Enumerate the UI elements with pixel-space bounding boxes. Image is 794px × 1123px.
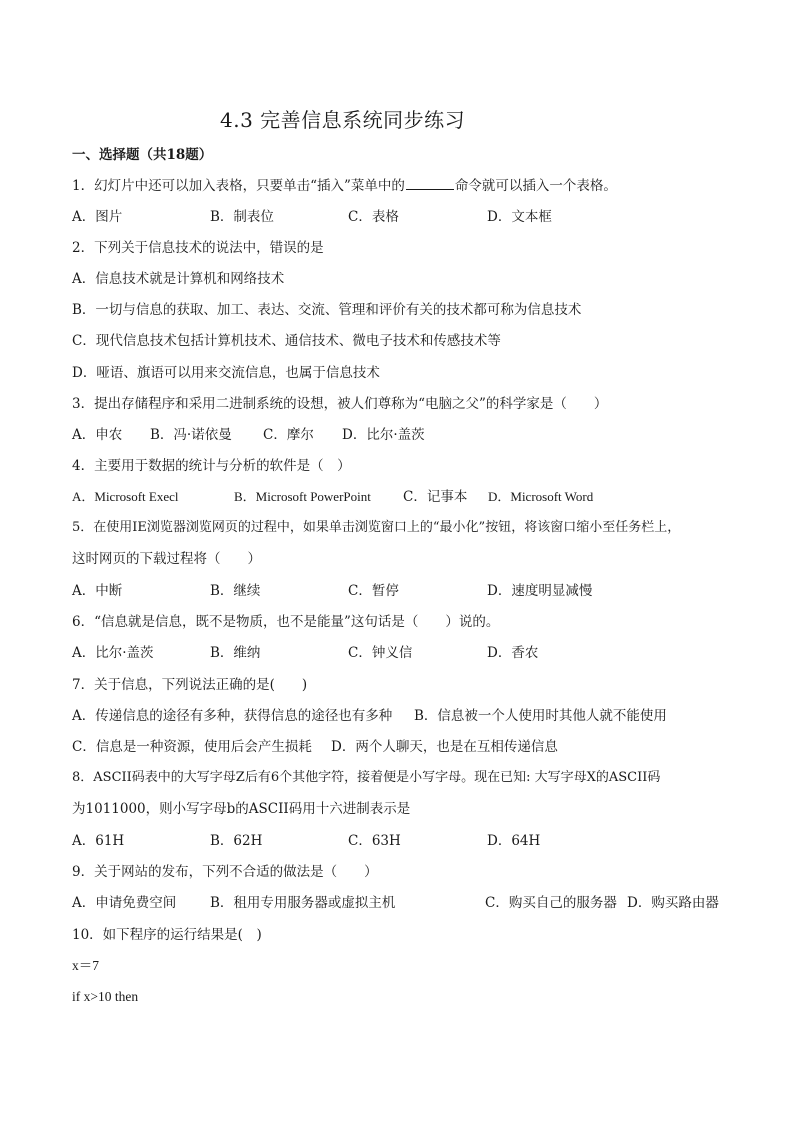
question-9-option-a: A．申请免费空间 <box>72 895 177 911</box>
question-7-option-a: A．传递信息的途径有多种，获得信息的途径也有多种 <box>72 708 393 724</box>
question-1-option-b: B．制表位 <box>210 209 274 225</box>
question-5-option-d: D．速度明显减慢 <box>487 583 593 599</box>
question-6-stem: 6．“信息就是信息，既不是物质，也不是能量”这句话是（ ）说的。 <box>72 614 500 630</box>
question-4-stem: 4．主要用于数据的统计与分析的软件是（ ） <box>72 458 351 474</box>
question-2-stem: 2．下列关于信息技术的说法中，错误的是 <box>72 240 324 256</box>
question-5-option-a: A．中断 <box>72 583 123 599</box>
question-3-stem: 3．提出存储程序和采用二进制系统的设想，被人们尊称为“电脑之父”的科学家是（ ） <box>72 396 608 412</box>
question-1-stem-part-b: 命令就可以插入一个表格。 <box>454 178 617 194</box>
question-9-stem: 9．关于网站的发布，下列不合适的做法是（ ） <box>72 864 378 880</box>
question-5-option-b: B．继续 <box>210 583 261 599</box>
answer-blank <box>406 177 454 190</box>
code-line-2: if x>10 then <box>72 989 139 1004</box>
question-7-stem: 7．关于信息，下列说法正确的是( ) <box>72 677 308 693</box>
question-1-stem-part-a: 1．幻灯片中还可以加入表格，只要单击“插入”菜单中的 <box>72 178 405 194</box>
question-4-option-b: B．Microsoft PowerPoint <box>234 489 371 504</box>
question-3-option-b: B．冯·诺依曼 <box>150 427 232 443</box>
question-8-option-a: A．61H <box>72 833 125 849</box>
question-4-option-a: A．Microsoft Execl <box>72 489 179 504</box>
question-2-option-c: C．现代信息技术包括计算机技术、通信技术、微电子技术和传感技术等 <box>72 333 501 349</box>
question-1-option-d: D．文本框 <box>487 209 552 225</box>
question-7-option-d: D．两个人聊天，也是在互相传递信息 <box>331 739 558 755</box>
question-6-option-d: D．香农 <box>487 645 539 661</box>
question-3-option-d: D．比尔·盖茨 <box>342 427 425 443</box>
question-4-option-d: D．Microsoft Word <box>488 489 594 504</box>
question-2-option-d: D．哑语、旗语可以用来交流信息，也属于信息技术 <box>72 365 380 381</box>
question-3-option-c: C．摩尔 <box>263 427 314 443</box>
question-3-option-a: A．申农 <box>72 427 123 443</box>
question-1-stem <box>72 177 617 195</box>
question-7-option-c: C．信息是一种资源，使用后会产生损耗 <box>72 739 312 755</box>
question-2-option-b: B．一切与信息的获取、加工、表达、交流、管理和评价有关的技术都可称为信息技术 <box>72 302 582 318</box>
question-1-option-a: A．图片 <box>72 209 123 225</box>
question-5-option-c: C．暂停 <box>348 583 399 599</box>
question-6-option-a: A．比尔·盖茨 <box>72 645 154 661</box>
question-9-option-c: C．购买自己的服务器 <box>485 895 617 911</box>
question-8-option-b: B．62H <box>210 833 263 849</box>
question-8-option-d: D．64H <box>487 833 541 849</box>
question-8-stem-line-2: 为1011000，则小写字母b的ASCII码用十六进制表示是 <box>72 801 411 817</box>
page-title: 4.3 完善信息系统同步练习 <box>220 108 466 132</box>
question-4-option-c: C．记事本 <box>403 489 468 505</box>
question-8-stem-line-1: 8．ASCII码表中的大写字母Z后有6个其他字符，接着便是小写字母。现在已知: 大写字母X的ASCII码 <box>72 770 661 785</box>
question-2-option-a: A．信息技术就是计算机和网络技术 <box>72 271 285 287</box>
question-9-option-d: D．购买路由器 <box>627 895 719 911</box>
question-8-option-c: C．63H <box>348 833 401 849</box>
question-7-option-b: B．信息被一个人使用时其他人就不能使用 <box>414 708 667 724</box>
question-5-stem-line-2: 这时网页的下载过程将（ ） <box>72 551 261 567</box>
question-10-stem: 10．如下程序的运行结果是( ) <box>72 927 262 943</box>
question-1-option-c: C．表格 <box>348 209 399 225</box>
question-6-option-b: B．维纳 <box>210 645 261 661</box>
question-9-option-b: B．租用专用服务器或虚拟主机 <box>210 895 396 911</box>
question-5-stem-line-1: 5．在使用IE浏览器浏览网页的过程中，如果单击浏览窗口上的“最小化”按钮，将该窗口缩小至任务栏上， <box>72 520 681 535</box>
question-6-option-c: C．钟义信 <box>348 645 413 661</box>
section-heading: 一、选择题（共18题） <box>72 147 213 163</box>
code-line-1: x＝7 <box>72 958 99 973</box>
